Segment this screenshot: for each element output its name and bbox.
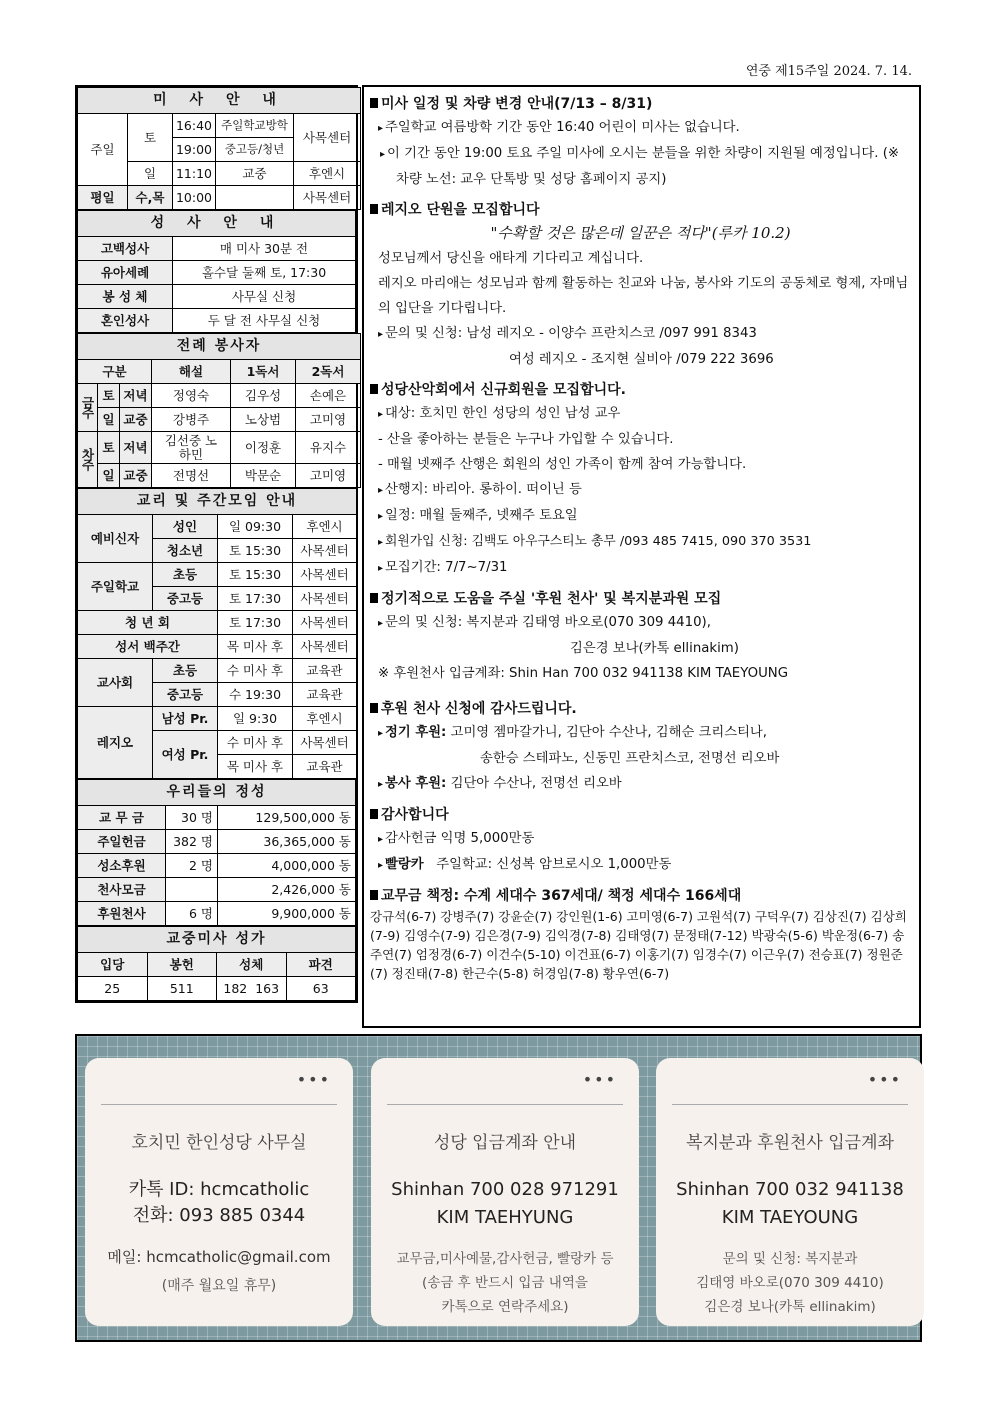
meeting-time: 수 미사 후 (218, 659, 293, 683)
notice-line: 송한승 스테파노, 신동민 프란치스코, 전명선 리오바 (480, 751, 780, 766)
offering-count: 2 명 (166, 854, 218, 878)
mass-place: 사목센터 (294, 114, 361, 162)
offering-label: 성소후원 (78, 854, 166, 878)
triangle-bullet-icon: ▸ (378, 409, 384, 420)
notice-sponsor-angels (370, 588, 911, 686)
triangle-bullet-icon: ▸ (378, 123, 384, 134)
meeting-group: 여성 Pr. (153, 731, 218, 779)
sacrament-label: 고백성사 (78, 237, 173, 261)
triangle-bullet-icon: ▸ (380, 149, 386, 160)
server-day: 토 (98, 432, 120, 464)
triangle-bullet-icon: ▸ (378, 728, 384, 739)
notice-line: 문의 및 신청: 남성 레지오 - 이양수 프란치스코 /097 991 8343 (385, 326, 757, 341)
young-adults-label: 청 년 회 (78, 611, 218, 635)
bible-study-label: 성서 백주간 (78, 635, 218, 659)
hymn-number: 63 (286, 977, 356, 1001)
mass-day: 수,목 (128, 186, 173, 210)
notice-line: 이 기간 동안 19:00 토요 주일 미사에 오시는 분들을 위한 차량이 지원될 예정입니다. (※ 차량 노선: 교우 단톡방 및 성당 홈페이지 공지) (387, 146, 900, 187)
mass-time: 19:00 (173, 138, 216, 162)
card-phone: 전화: 093 885 0344 (132, 1205, 306, 1226)
sunday-school-label: 주일학교 (78, 563, 153, 611)
meeting-place: 사목센터 (293, 635, 357, 659)
notice-thank-you (370, 804, 911, 878)
triangle-bullet-icon: ▸ (378, 563, 384, 574)
triangle-bullet-icon: ▸ (378, 485, 384, 496)
mass-place: 후엔시 (294, 162, 361, 186)
triangle-bullet-icon: ▸ (378, 511, 384, 522)
liturgy-servers-table (77, 333, 361, 488)
card-title: 복지분과 후원천사 입금계좌 (686, 1133, 894, 1153)
hymn-header: 파견 (286, 953, 356, 977)
notice-line: 주일학교 여름방학 기간 동안 16:40 어린이 미사는 없습니다. (385, 120, 740, 135)
hymn-header: 성체 (217, 953, 287, 977)
meeting-time: 목 미사 후 (218, 635, 293, 659)
square-bullet-icon (370, 384, 378, 394)
card-kakao-id: 카톡 ID: hcmcatholic (128, 1179, 310, 1200)
service-sponsor-label: 봉사 후원: (385, 776, 447, 791)
notices-panel (362, 85, 921, 1028)
notice-title: 교무금 책정: 수계 세대수 367세대/ 책정 세대수 166세대 (381, 888, 742, 904)
hymn-number: 182 163 (217, 977, 287, 1001)
square-bullet-icon (370, 809, 378, 819)
meeting-time: 토 15:30 (218, 539, 293, 563)
meeting-time: 수 미사 후 (218, 731, 293, 755)
offerings-table (77, 779, 356, 926)
server-mass: 교중 (120, 408, 152, 432)
notice-line: 주일학교: 신성복 암브로시오 1,000만동 (436, 857, 672, 872)
meeting-group: 중고등 (153, 683, 218, 707)
mass-desc: 교중 (216, 162, 294, 186)
meeting-place: 교육관 (293, 683, 357, 707)
meetings-table (77, 488, 357, 779)
hymns-title: 교중미사 성가 (78, 927, 356, 953)
offering-amount: 4,000,000 동 (218, 854, 356, 878)
dues-names: 강규석(6-7) 강병주(7) 강윤순(7) 강인원(1-6) 고미영(6-7) 고원석(7) 구덕우(7) 김상진(7) 김상희(7-9) 김영수(7-9) 김은경(7-9) 김익경(7-8) 김태영(7) 문정태(7-12) 박광숙(5-6) 박운정(6-7) 송주연(7) 엄정경(6-7) 이건수(5-10) 이건표(6-7) 이홍기(7) 임경수(7) 이근우(7) 전승표(7) 정원준(7) 정진태(7-8) 한근수(5-8) 허경임(7-8) 황우연(6-7) (370, 909, 907, 981)
meeting-group: 중고등 (153, 587, 218, 611)
card-email: 메일: hcmcatholic@gmail.com (107, 1248, 331, 1266)
sacrament-label: 혼인성사 (78, 309, 173, 333)
offering-label: 교 무 금 (78, 806, 166, 830)
server-commentary: 정영숙 (152, 384, 231, 408)
server-mass: 저녁 (120, 432, 152, 464)
notice-line: 김은경 보나(카톡 ellinakim) (570, 641, 739, 656)
sacrament-value: 두 달 전 사무실 신청 (173, 309, 356, 333)
offering-label: 천사모금 (78, 878, 166, 902)
servers-header: 해설 (152, 360, 231, 384)
sacraments-table (77, 210, 356, 333)
server-reading2: 고미영 (296, 408, 361, 432)
sacraments-title: 성 사 안 내 (78, 211, 356, 237)
palanca-label: 빨랑카 (385, 857, 424, 872)
server-reading1: 김우성 (231, 384, 296, 408)
offering-amount: 36,365,000 동 (218, 830, 356, 854)
notice-line: - 산을 좋아하는 분들은 누구나 가입할 수 있습니다. (378, 432, 674, 447)
triangle-bullet-icon: ▸ (378, 834, 384, 845)
offering-count: 382 명 (166, 830, 218, 854)
notice-title: 정기적으로 도움을 주실 '후원 천사' 및 복지분과원 모집 (381, 591, 722, 607)
server-day: 토 (98, 384, 120, 408)
card-title: 호치민 한인성당 사무실 (131, 1133, 307, 1153)
legio-label: 레지오 (78, 707, 153, 779)
square-bullet-icon (370, 98, 378, 108)
notice-title: 미사 일정 및 차량 변경 안내(7/13 – 8/31) (381, 96, 653, 112)
mass-time: 16:40 (173, 114, 216, 138)
offering-count: 30 명 (166, 806, 218, 830)
notice-line: 회원가입 신청: 김백도 아우구스티노 총무 /093 485 7415, 090 370 3531 (385, 534, 812, 549)
offering-amount: 129,500,000 동 (218, 806, 356, 830)
notice-line: 고미영 젬마갈가니, 김단아 수산나, 김해순 크리스티나, (450, 725, 767, 740)
card-divider (387, 1104, 623, 1105)
meeting-group: 남성 Pr. (153, 707, 218, 731)
server-commentary: 김선중 노하민 (152, 432, 231, 464)
square-bullet-icon (370, 890, 378, 900)
card-divider (672, 1104, 908, 1105)
notice-legio (370, 199, 911, 372)
sacrament-value: 매 미사 30분 전 (173, 237, 356, 261)
notice-line: 김단아 수산나, 전명선 리오바 (450, 776, 622, 791)
server-reading1: 이정훈 (231, 432, 296, 464)
meeting-place: 후엔시 (293, 515, 357, 539)
hymn-number: 511 (147, 977, 217, 1001)
more-dots-icon: ••• (582, 1070, 617, 1089)
offering-count: 6 명 (166, 902, 218, 926)
mass-day: 토 (128, 114, 173, 162)
server-day: 일 (98, 408, 120, 432)
notice-line: 여성 레지오 - 조지현 실비아 /079 222 3696 (509, 352, 774, 367)
server-commentary: 강병주 (152, 408, 231, 432)
meetings-title: 교리 및 주간모임 안내 (78, 489, 357, 515)
meeting-time: 목 미사 후 (218, 755, 293, 779)
notice-title: 후원 천사 신청에 감사드립니다. (381, 701, 577, 717)
notice-line: 레지오 마리애는 성모님과 함께 활동하는 친교와 나눔, 봉사와 기도의 공동체로 형제, 자매님의 입단을 기다립니다. (378, 276, 909, 316)
server-day: 일 (98, 464, 120, 488)
more-dots-icon: ••• (867, 1070, 902, 1089)
sacrament-label: 봉 성 체 (78, 285, 173, 309)
card-account-holder: KIM TAEYOUNG (721, 1207, 859, 1228)
card-note: 카톡으로 연락주세요) (441, 1299, 569, 1315)
notice-line: 모집기간: 7/7~7/31 (385, 560, 508, 575)
triangle-bullet-icon: ▸ (378, 779, 384, 790)
more-dots-icon: ••• (296, 1070, 331, 1089)
sacrament-value: 홀수달 둘째 토, 17:30 (173, 261, 356, 285)
meeting-place: 사목센터 (293, 563, 357, 587)
notice-title: 감사합니다 (381, 807, 449, 823)
server-reading2: 손예은 (296, 384, 361, 408)
notice-hiking-club (370, 379, 911, 581)
offering-amount: 2,426,000 동 (218, 878, 356, 902)
notice-schedule-change (370, 93, 911, 192)
notice-line: 산행지: 바리아. 롱하이. 떠이닌 등 (385, 482, 582, 497)
meeting-group: 청소년 (153, 539, 218, 563)
triangle-bullet-icon: ▸ (378, 618, 384, 629)
square-bullet-icon (370, 703, 378, 713)
sacrament-value: 사무실 신청 (173, 285, 356, 309)
card-title: 성당 입금계좌 안내 (433, 1133, 577, 1153)
teachers-label: 교사회 (78, 659, 153, 707)
server-reading2: 유지수 (296, 432, 361, 464)
card-account-number: Shinhan 700 032 941138 (676, 1179, 904, 1200)
offering-label: 주일헌금 (78, 830, 166, 854)
regular-sponsor-label: 정기 후원: (385, 725, 447, 740)
notice-line: 문의 및 신청: 복지분과 김태영 바오로(070 309 4410), (385, 615, 711, 630)
meeting-time: 일 9:30 (218, 707, 293, 731)
notice-title: 레지오 단원을 모집합니다 (381, 202, 540, 218)
left-panel (75, 85, 358, 1003)
server-mass: 교중 (120, 464, 152, 488)
meeting-place: 사목센터 (293, 539, 357, 563)
catechumen-label: 예비신자 (78, 515, 153, 563)
meeting-time: 토 15:30 (218, 563, 293, 587)
welfare-account-card (656, 1058, 924, 1326)
mass-place: 사목센터 (294, 186, 361, 210)
offering-amount: 9,900,000 동 (218, 902, 356, 926)
meeting-place: 사목센터 (293, 587, 357, 611)
meeting-place: 교육관 (293, 659, 357, 683)
card-note: (매주 월요일 휴무) (161, 1278, 277, 1294)
hymn-header: 봉헌 (147, 953, 217, 977)
meeting-group: 성인 (153, 515, 218, 539)
sunday-label: 주일 (78, 114, 128, 186)
triangle-bullet-icon: ▸ (378, 860, 384, 871)
this-week-label: 금주 (80, 395, 96, 417)
mass-desc: 중고등/청년 (216, 138, 294, 162)
hymns-table (77, 926, 356, 1001)
card-note: 김은경 보나(카톡 ellinakim) (704, 1299, 876, 1315)
server-mass: 저녁 (120, 384, 152, 408)
square-bullet-icon (370, 593, 378, 603)
meeting-time: 수 19:30 (218, 683, 293, 707)
server-reading2: 고미영 (296, 464, 361, 488)
contact-cards-area (75, 1034, 922, 1342)
meeting-time: 일 09:30 (218, 515, 293, 539)
mass-desc (216, 186, 294, 210)
mass-time: 11:10 (173, 162, 216, 186)
meeting-group: 초등 (153, 659, 218, 683)
notice-line: 일정: 매월 둘째주, 넷째주 토요일 (385, 508, 578, 523)
card-divider (101, 1104, 337, 1105)
church-account-card (371, 1058, 639, 1326)
notice-line: - 매월 넷째주 산행은 회원의 성인 가족이 함께 참여 가능합니다. (378, 457, 747, 472)
mass-title: 미 사 안 내 (78, 88, 361, 114)
meeting-place: 사목센터 (293, 731, 357, 755)
square-bullet-icon (370, 204, 378, 214)
meeting-time: 토 17:30 (218, 611, 293, 635)
triangle-bullet-icon: ▸ (378, 537, 384, 548)
card-account-number: Shinhan 700 028 971291 (391, 1179, 619, 1200)
notice-title: 성당산악회에서 신규회원을 모집합니다. (381, 382, 626, 398)
notice-thanks-sponsors (370, 698, 911, 797)
servers-title: 전례 봉사자 (78, 334, 361, 360)
notice-line: 감사헌금 익명 5,000만동 (385, 831, 535, 846)
offering-count (166, 878, 218, 902)
sacrament-label: 유아세례 (78, 261, 173, 285)
triangle-bullet-icon: ▸ (378, 329, 384, 340)
next-week-label: 차주 (80, 447, 96, 469)
mass-schedule-table (77, 87, 361, 210)
bulletin-date: 연중 제15주일 2024. 7. 14. (745, 64, 912, 79)
card-note: 문의 및 신청: 복지분과 (722, 1251, 858, 1267)
office-card (85, 1058, 353, 1326)
hymn-number: 25 (78, 977, 148, 1001)
notice-line: 대상: 호치민 한인 성당의 성인 남성 교우 (385, 406, 621, 421)
mass-desc: 주일학교방학 (216, 114, 294, 138)
meeting-time: 토 17:30 (218, 587, 293, 611)
card-note: 김태영 바오로(070 309 4410) (696, 1275, 884, 1291)
scripture-quote: "수확할 것은 많은데 일꾼은 적다"(루카 10.2) (490, 224, 791, 242)
meeting-place: 교육관 (293, 755, 357, 779)
meeting-place: 사목센터 (293, 611, 357, 635)
notice-dues (370, 885, 911, 983)
server-reading1: 박문순 (231, 464, 296, 488)
servers-header: 2독서 (296, 360, 361, 384)
meeting-group: 초등 (153, 563, 218, 587)
hymn-header: 입당 (78, 953, 148, 977)
weekday-label: 평일 (78, 186, 128, 210)
servers-header: 1독서 (231, 360, 296, 384)
server-reading1: 노상범 (231, 408, 296, 432)
card-note: 교무금,미사예물,감사헌금, 빨랑카 등 (396, 1251, 614, 1267)
card-note: (송금 후 반드시 입금 내역을 (422, 1275, 588, 1291)
server-commentary: 전명선 (152, 464, 231, 488)
notice-line: ※ 후원천사 입금계좌: Shin Han 700 032 941138 KIM TAEYOUNG (378, 666, 789, 681)
servers-header: 구분 (78, 360, 152, 384)
notice-line: 성모님께서 당신을 애타게 기다리고 계십니다. (378, 251, 644, 266)
mass-time: 10:00 (173, 186, 216, 210)
offering-label: 후원천사 (78, 902, 166, 926)
card-account-holder: KIM TAEHYUNG (436, 1207, 574, 1228)
mass-day: 일 (128, 162, 173, 186)
offerings-title: 우리들의 정성 (78, 780, 356, 806)
meeting-place: 후엔시 (293, 707, 357, 731)
